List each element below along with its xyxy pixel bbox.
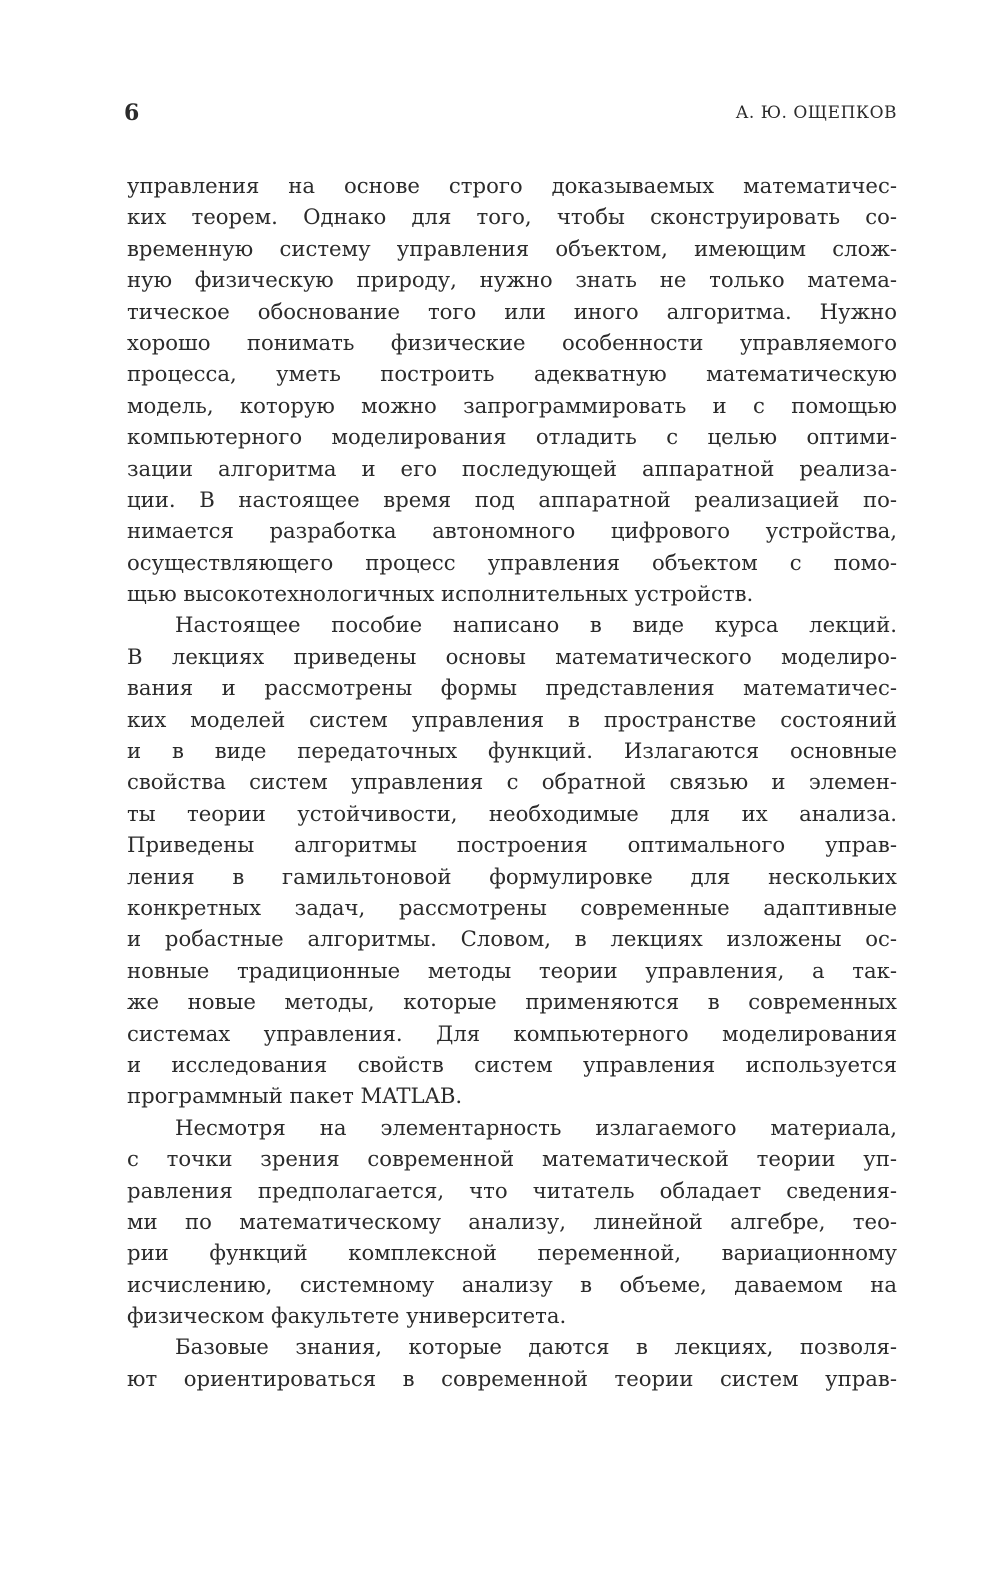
text-line: временную систему управления объектом, имеющим слож- (127, 235, 897, 261)
text-line: компьютерного моделирования отладить с целью оптими- (127, 424, 897, 450)
text-line: модель, которую можно запрограммировать и с помощью (127, 392, 897, 418)
text-line: исчислению, системному анализу в объеме, даваемом на (127, 1271, 897, 1297)
text-line: равления предполагается, что читатель обладает сведения- (127, 1177, 897, 1203)
text-line: В лекциях приведены основы математического моделиро- (127, 643, 897, 669)
text-line: системах управления. Для компьютерного моделирования (127, 1020, 897, 1046)
text-line: свойства систем управления с обратной связью и элемен- (127, 769, 897, 795)
text-line: зации алгоритма и его последующей аппаратной реализа- (127, 455, 897, 481)
text-line: Несмотря на элементарность излагаемого материала, (175, 1114, 897, 1140)
text-line: Настоящее пособие написано в виде курса лекций. (175, 612, 897, 638)
text-line: ции. В настоящее время под аппаратной реализацией по- (127, 486, 897, 512)
running-head: А. Ю. ОЩЕПКОВ (735, 103, 897, 123)
text-line: с точки зрения современной математической теории уп- (127, 1146, 897, 1172)
text-line: и робастные алгоритмы. Словом, в лекциях изложены ос- (127, 926, 897, 952)
text-line: Приведены алгоритмы построения оптимального управ- (127, 832, 897, 858)
text-line: управления на основе строго доказываемых математичес- (127, 173, 897, 198)
text-line: программный пакет MATLAB. (127, 1083, 463, 1109)
text-line: и исследования свойств систем управления используется (127, 1051, 897, 1077)
text-line: конкретных задач, рассмотрены современные адаптивные (127, 894, 897, 920)
text-line: вания и рассмотрены формы представления математичес- (127, 675, 897, 701)
text-line: физическом факультете университета. (127, 1303, 567, 1329)
text-line: ких теорем. Однако для того, чтобы сконструировать со- (127, 204, 897, 230)
text-line: процесса, уметь построить адекватную математическую (127, 361, 897, 387)
text-line: ты теории устойчивости, необходимые для их анализа. (127, 800, 897, 826)
text-line: щью высокотехнологичных исполнительных устройств. (127, 581, 754, 607)
text-line: осуществляющего процесс управления объектом с помо- (127, 549, 897, 575)
text-line: тическое обоснование того или иного алгоритма. Нужно (127, 298, 897, 324)
body-text (127, 170, 897, 1394)
text-line: хорошо понимать физические особенности управляемого (127, 329, 897, 355)
text-line: ми по математическому анализу, линейной алгебре, тео- (127, 1208, 897, 1234)
text-line: Базовые знания, которые даются в лекциях, позволя- (175, 1334, 897, 1360)
text-line: ют ориентироваться в современной теории систем управ- (127, 1365, 897, 1391)
page-number: 6 (124, 100, 140, 126)
text-line: и в виде передаточных функций. Излагаются основные (127, 738, 897, 764)
text-line: рии функций комплексной переменной, вариационному (127, 1240, 897, 1266)
text-line: новные традиционные методы теории управления, а так- (127, 957, 897, 983)
text-line: ления в гамильтоновой формулировке для нескольких (127, 863, 897, 889)
page-header (124, 98, 897, 128)
text-line: же новые методы, которые применяются в современных (127, 989, 897, 1015)
text-line: ких моделей систем управления в пространстве состояний (127, 706, 897, 732)
text-line: ную физическую природу, нужно знать не только матема- (127, 267, 897, 293)
text-line: нимается разработка автономного цифрового устройства, (127, 518, 897, 544)
